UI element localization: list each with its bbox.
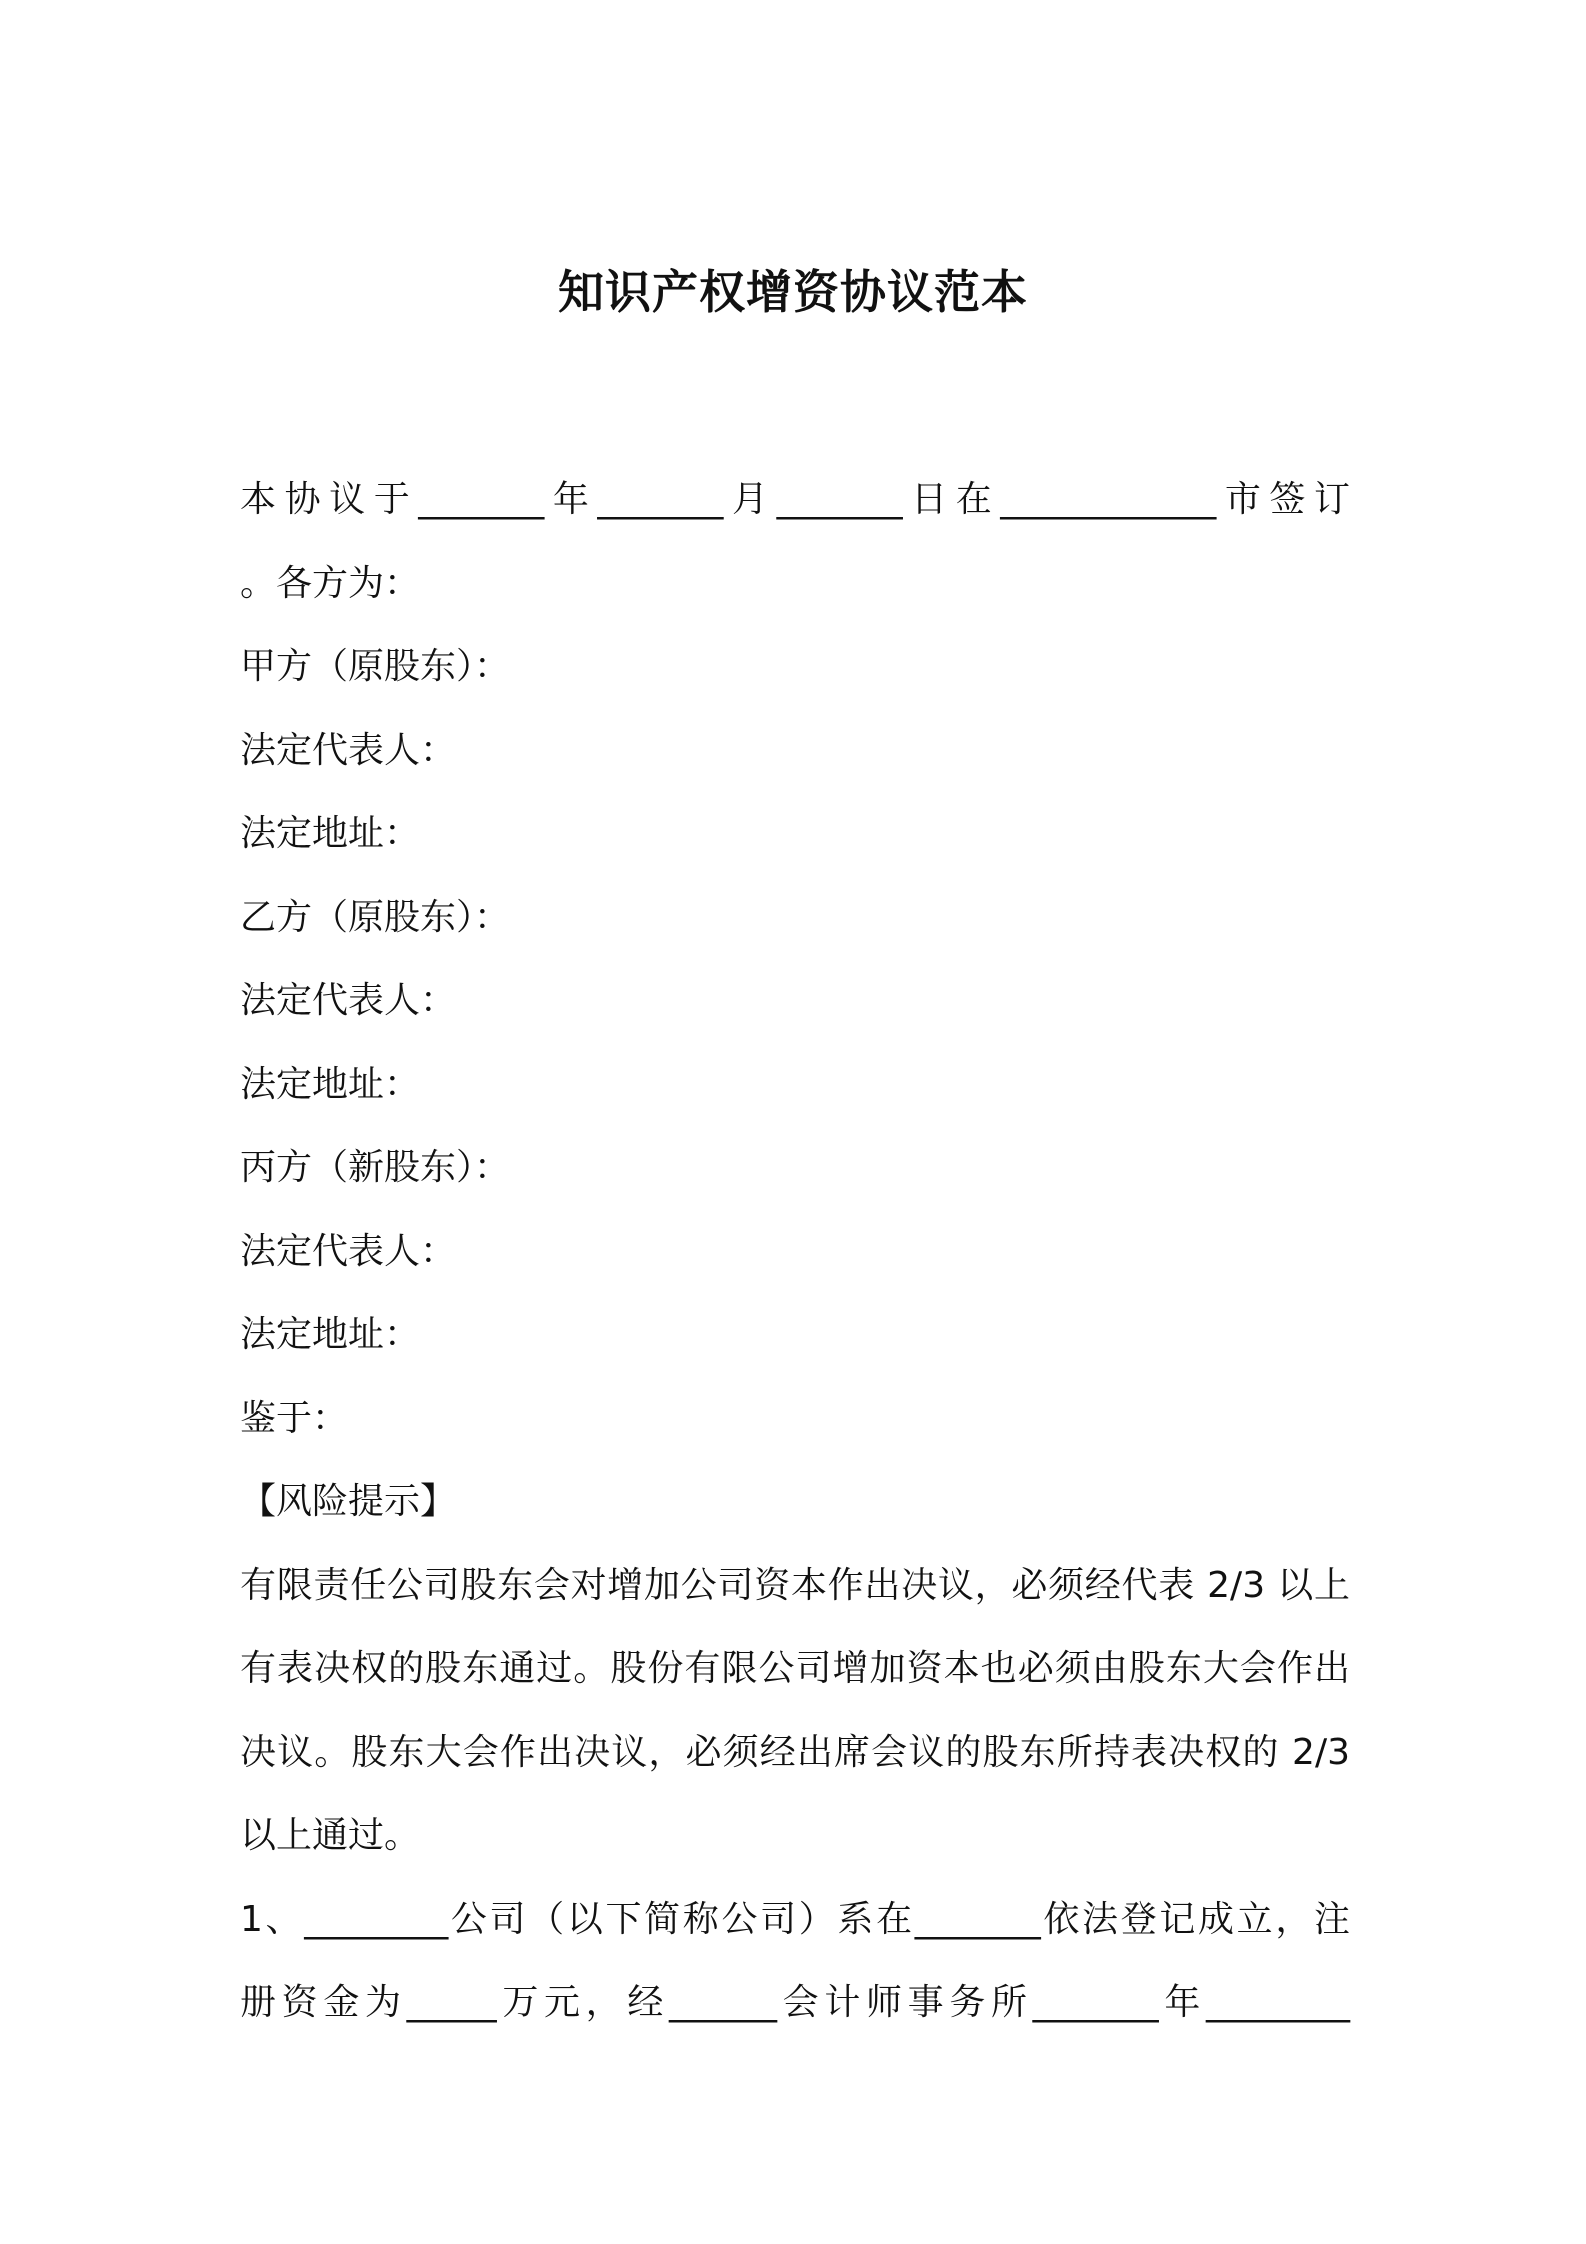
document-title: 知识产权增资协议范本 (558, 265, 1028, 319)
party-a-representative-label: 法定代表人： (240, 729, 457, 771)
party-c-label: 丙方（新股东）： (240, 1147, 511, 1188)
party-c-representative-label: 法定代表人： (240, 1230, 457, 1272)
party-b-address-label: 法定地址： (240, 1063, 421, 1105)
party-a-label: 甲方（原股东）： (240, 646, 511, 687)
whereas-label: 鉴于： (240, 1397, 349, 1439)
risk-notice-line: 有限责任公司股东会对增加公司资本作出决议，必须经代表 2/3 以上 (240, 1564, 1350, 1606)
body-line: 。各方为： (240, 562, 421, 604)
party-c-address-label: 法定地址： (240, 1314, 421, 1355)
risk-notice-line: 有表决权的股东通过。股份有限公司增加资本也必须由股东大会作出 (240, 1648, 1350, 1689)
document-body (240, 458, 1350, 2045)
body-line: 本协议于_______年_______月_______日在____________市签订 (240, 479, 1350, 520)
party-b-representative-label: 法定代表人： (240, 980, 457, 1021)
risk-notice-line: 决议。股东大会作出决议，必须经出席会议的股东所持表决权的 2/3 (240, 1731, 1350, 1773)
party-b-label: 乙方（原股东）： (240, 896, 511, 938)
clause-line: 1、________公司（以下简称公司）系在_______依法登记成立，注 (240, 1898, 1350, 1940)
clause-line: 册资金为_____万元，经______会计师事务所_______年________ (240, 1982, 1350, 2023)
party-a-address-label: 法定地址： (240, 813, 421, 854)
risk-notice-heading: 【风险提示】 (240, 1481, 457, 1522)
risk-notice-line: 以上通过。 (240, 1815, 421, 1856)
